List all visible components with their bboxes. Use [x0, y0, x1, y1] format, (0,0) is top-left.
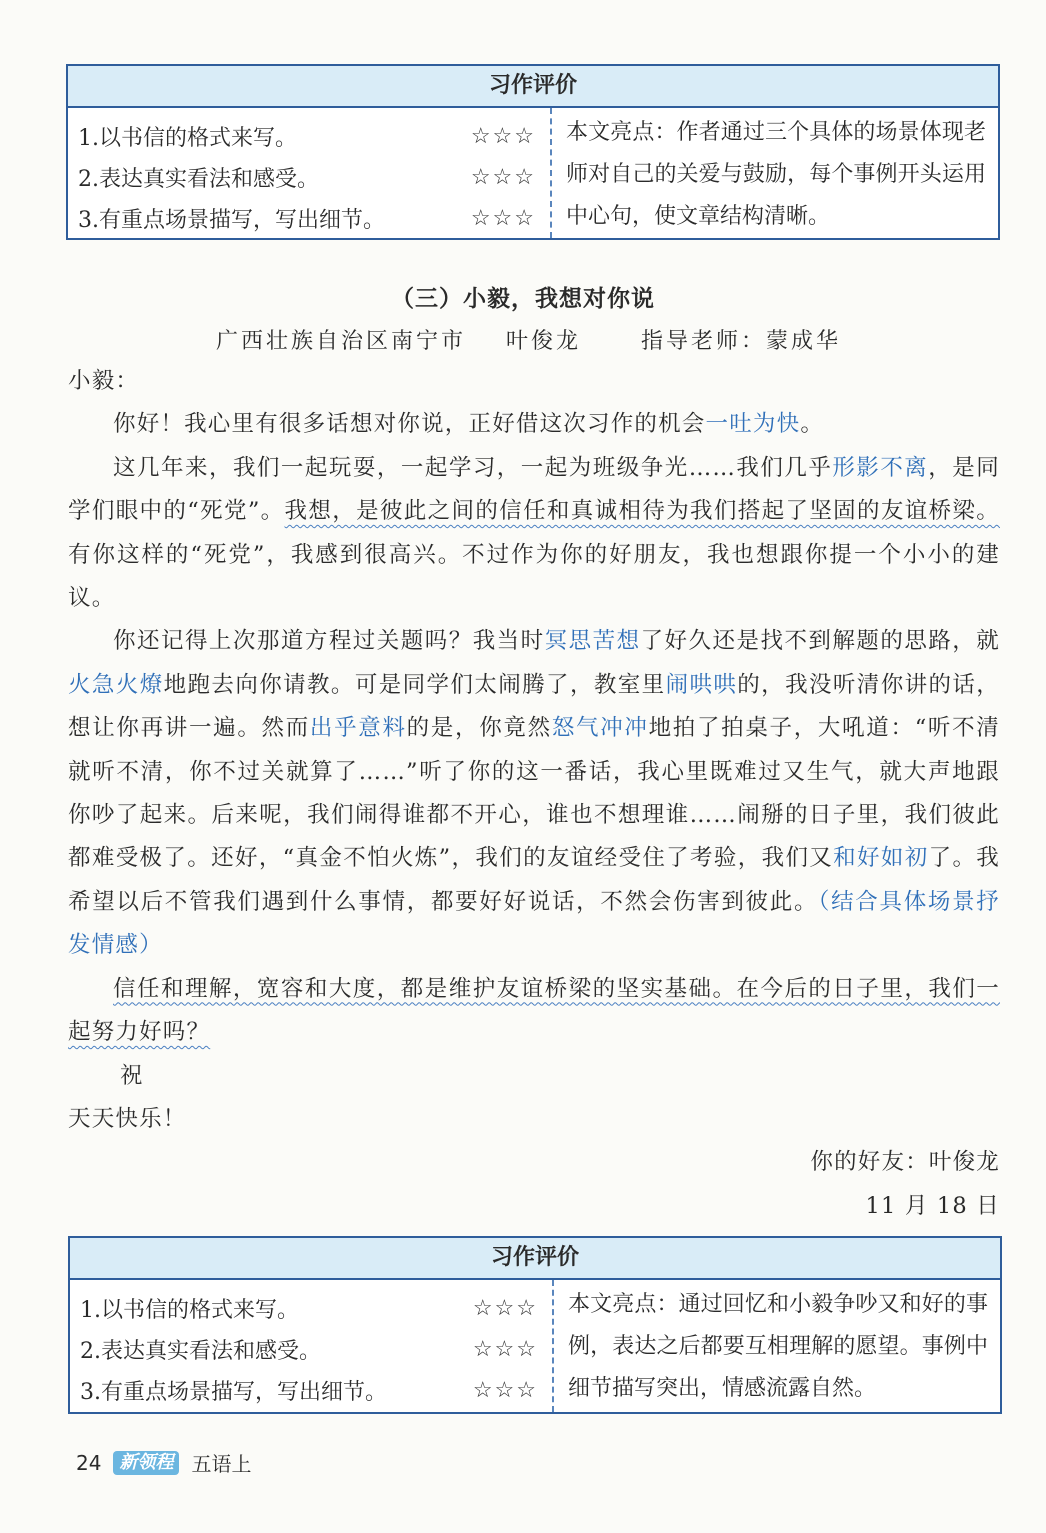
highlight-idiom: 闹哄哄 [665, 671, 738, 698]
page-footer [76, 1448, 251, 1477]
page-number: 24 [76, 1450, 102, 1475]
criterion-text: 3.有重点场景描写，写出细节。 [78, 208, 385, 233]
date: 11 月 18 日 [865, 1192, 1000, 1219]
paragraph-3: 你还记得上次那道方程过关题吗？我当时冥思苦想了好久还是找不到解题的思路，就火急火燎地跑去向你请教。可是同学们太闹腾了，教室里闹哄哄的，我没听清你讲的话，想让你再讲一遍。然而出乎意料的是，你竟然怒气冲冲地拍了拍桌子，大吼道：“听不清就听不清，你不过关就算了……”听了你的这一番话，我心里既难过又生气，就大声地跟你吵了起来。后来呢，我们闹得谁都不开心，谁也不想理谁……闹掰的日子里，我们彼此都难受极了。还好，“真金不怕火炼”，我们的友谊经受住了考验，我们又和好如初了。我希望以后不管我们遇到什么事情，都要好好说话，不然会伤害到彼此。（结合具体场景抒发情感） [68, 628, 1001, 959]
author-name: 叶俊龙 [506, 329, 582, 354]
highlight-idiom: 怒气冲冲 [551, 715, 649, 742]
highlight-idiom: 和好如初 [833, 845, 929, 872]
star-rating-icon: ☆☆☆ [472, 1378, 538, 1403]
criterion-row [78, 157, 550, 198]
criterion-text: 1.以书信的格式来写。 [78, 126, 297, 151]
evaluation-comment: 本文亮点：通过回忆和小毅争吵又和好的事例，表达之后都要互相理解的愿望。事例中细节描写突出，情感流露自然。 [568, 1292, 988, 1401]
highlight-idiom: 冥思苦想 [544, 628, 641, 655]
evaluation-header: 习作评价 [70, 1238, 1000, 1280]
teacher-name: 指导老师：蒙成华 [640, 329, 841, 354]
criterion-row [80, 1329, 552, 1370]
criterion-text: 2.表达真实看法和感受。 [78, 167, 319, 192]
annotation-note: （结合具体场景抒发情感） [68, 888, 1000, 959]
highlight-idiom: 一吐为快 [705, 411, 801, 438]
star-rating-icon: ☆☆☆ [470, 124, 536, 149]
criterion-text: 1.以书信的格式来写。 [80, 1298, 299, 1323]
star-rating-icon: ☆☆☆ [472, 1337, 538, 1362]
author-place: 广西壮族自治区南宁市 [216, 329, 467, 354]
closing-wish: 祝 [120, 1062, 144, 1089]
evaluation-criteria [70, 1280, 554, 1412]
criterion-text: 2.表达真实看法和感受。 [80, 1339, 321, 1364]
criterion-row [78, 198, 550, 239]
evaluation-box-top [66, 64, 1000, 240]
closing-blessing: 天天快乐！ [68, 1105, 187, 1132]
paragraph-2: 这几年来，我们一起玩耍，一起学习，一起为班级争光……我们几乎形影不离，是同学们眼中的“死党”。我想，是彼此之间的信任和真诚相待为我们搭起了坚固的友谊桥梁。有你这样的“死党”，我感到很高兴。不过作为你的好朋友，我也想跟你提一个小小的建议。 [68, 454, 1000, 612]
star-rating-icon: ☆☆☆ [470, 165, 536, 190]
highlight-idiom: 火急火燎 [68, 671, 164, 698]
evaluation-comment: 本文亮点：作者通过三个具体的场景体现老师对自己的关爱与鼓励，每个事例开头运用中心句，使文章结构清晰。 [566, 120, 986, 229]
book-label: 五语上 [191, 1452, 252, 1476]
star-rating-icon: ☆☆☆ [472, 1296, 538, 1321]
evaluation-criteria [68, 108, 552, 238]
essay-title: （三）小毅，我想对你说 [391, 286, 655, 312]
salutation: 小毅： [68, 368, 140, 394]
paragraph-1: 你好！我心里有很多话想对你说，正好借这次习作的机会一吐为快。 [113, 411, 825, 438]
criterion-row [80, 1370, 552, 1411]
underlined-sentence: 我想，是彼此之间的信任和真诚相待为我们搭起了坚固的友谊桥梁。 [284, 498, 1000, 525]
criterion-text: 3.有重点场景描写，写出细节。 [80, 1380, 387, 1405]
star-rating-icon: ☆☆☆ [470, 206, 536, 231]
brand-logo: 新领程 [113, 1451, 179, 1475]
criterion-row [80, 1288, 552, 1329]
highlight-idiom: 出乎意料 [309, 715, 407, 742]
evaluation-box-bottom [68, 1236, 1002, 1414]
signature: 你的好友：叶俊龙 [810, 1149, 1000, 1176]
highlight-idiom: 形影不离 [832, 454, 929, 481]
evaluation-header: 习作评价 [68, 66, 998, 108]
letter-body [68, 360, 1000, 1228]
paragraph-4: 信任和理解，宽容和大度，都是维护友谊桥梁的坚实基础。在今后的日子里，我们一起努力好吗？ [68, 975, 1000, 1046]
criterion-row [78, 116, 550, 157]
essay-byline [216, 324, 841, 355]
